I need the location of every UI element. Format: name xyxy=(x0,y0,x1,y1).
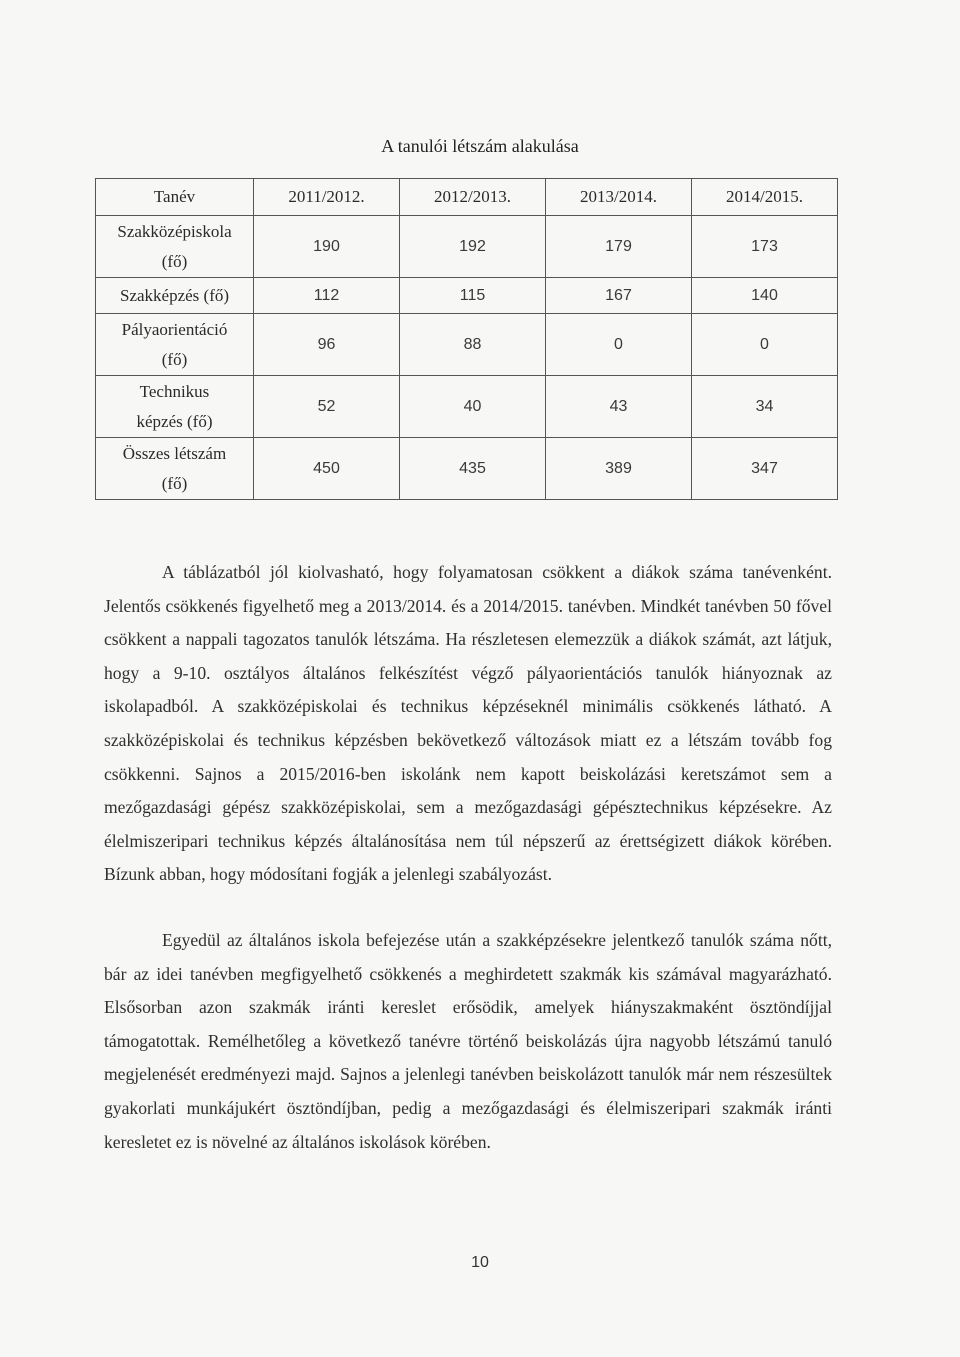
table-cell: 88 xyxy=(400,314,546,376)
row-label-line: Pályaorientáció xyxy=(121,319,228,339)
table-cell: 173 xyxy=(692,216,838,278)
body-paragraph: A táblázatból jól kiolvasható, hogy folyamatosan csökkent a diákok száma tanévenként. Jelentős csökkenés figyelhető meg a 2013/2014. és a 2014/2015. tanévben. Mindkét tanévben 50 fővel csökkent a nappali tagozatos tanulók létszáma. Ha részletesen elemezzük a diákok számát, azt látjuk, hogy a 9-10. osztályos általános felkészítést végző pályaorientációs tanulók hiányoznak az iskolapadból. A szakközépiskolai és technikus képzéseknél minimális csökkenés látható. A szakközépiskolai és technikus képzésben bekövetkező változások miatt ez a létszám tovább fog csökkenni. Sajnos a 2015/2016-ben iskolánk nem kapott beiskolázási keretszámot sem a mezőgazdasági gépész szakközépiskolai, sem a mezőgazdasági gépésztechnikus képzésekre. Az élelmiszeripari technikus képzés általánosítása nem túl népszerű az érettségizett diákok körében. Bízunk abban, hogy módosítani fogják a jelenlegi szabályozást. xyxy=(104,562,832,885)
table-cell: 112 xyxy=(254,278,400,314)
table-cell: 115 xyxy=(400,278,546,314)
student-count-table xyxy=(95,178,838,500)
table-row xyxy=(96,278,838,314)
body-paragraph: Egyedül az általános iskola befejezése után a szakképzésekre jelentkező tanulók száma nőtt, bár az idei tanévben megfigyelhető csökkenés a meghirdetett szakmák kis számával magyarázható. Elsősorban azon szakmák iránti kereslet erősödik, amelyek hiányszakmaként ösztöndíjjal támogatottak. Remélhetőleg a következő tanévre történő beiskolázás újra nagyobb létszámú tanuló megjelenését eredményezi majd. Sajnos a jelenlegi tanévben beiskolázott tanulók már nem részesültek gyakorlati munkájukért ösztöndíjban, pedig a mezőgazdasági és élelmiszeripari szakmák iránti keresletet ez is növelné az általános iskolások körében. xyxy=(104,930,832,1152)
header-year-2014: 2014/2015. xyxy=(692,179,838,216)
table-cell: 0 xyxy=(546,314,692,376)
row-label xyxy=(96,438,254,500)
row-label xyxy=(96,278,254,314)
table-cell: 40 xyxy=(400,376,546,438)
table-cell: 43 xyxy=(546,376,692,438)
table-cell: 389 xyxy=(546,438,692,500)
table-cell: 34 xyxy=(692,376,838,438)
row-label-line: képzés (fő) xyxy=(136,411,213,431)
row-label-line: (fő) xyxy=(161,473,188,493)
row-label-line: (fő) xyxy=(161,251,188,271)
row-label xyxy=(96,216,254,278)
page-title: A tanulói létszám alakulása xyxy=(381,136,579,156)
row-label-line: Technikus xyxy=(139,381,210,401)
row-label xyxy=(96,376,254,438)
table-cell: 167 xyxy=(546,278,692,314)
page-number: 10 xyxy=(471,1254,489,1271)
row-label-line: (fő) xyxy=(161,349,188,369)
table-cell: 347 xyxy=(692,438,838,500)
table-row xyxy=(96,216,838,278)
table-cell: 0 xyxy=(692,314,838,376)
header-year-2013: 2013/2014. xyxy=(546,179,692,216)
table-row xyxy=(96,376,838,438)
table-header-row xyxy=(96,179,838,216)
table-cell: 192 xyxy=(400,216,546,278)
table-row xyxy=(96,314,838,376)
table-cell: 190 xyxy=(254,216,400,278)
table-cell: 140 xyxy=(692,278,838,314)
table-cell: 450 xyxy=(254,438,400,500)
table-cell: 435 xyxy=(400,438,546,500)
table-cell: 179 xyxy=(546,216,692,278)
header-year-2011: 2011/2012. xyxy=(254,179,400,216)
table-cell: 96 xyxy=(254,314,400,376)
row-label-line: Szakképzés (fő) xyxy=(119,285,230,305)
row-label xyxy=(96,314,254,376)
header-school-year: Tanév xyxy=(96,179,254,216)
table-cell: 52 xyxy=(254,376,400,438)
row-label-line: Szakközépiskola xyxy=(117,221,232,241)
row-label-line: Összes létszám xyxy=(122,443,227,463)
table-row xyxy=(96,438,838,500)
header-year-2012: 2012/2013. xyxy=(400,179,546,216)
